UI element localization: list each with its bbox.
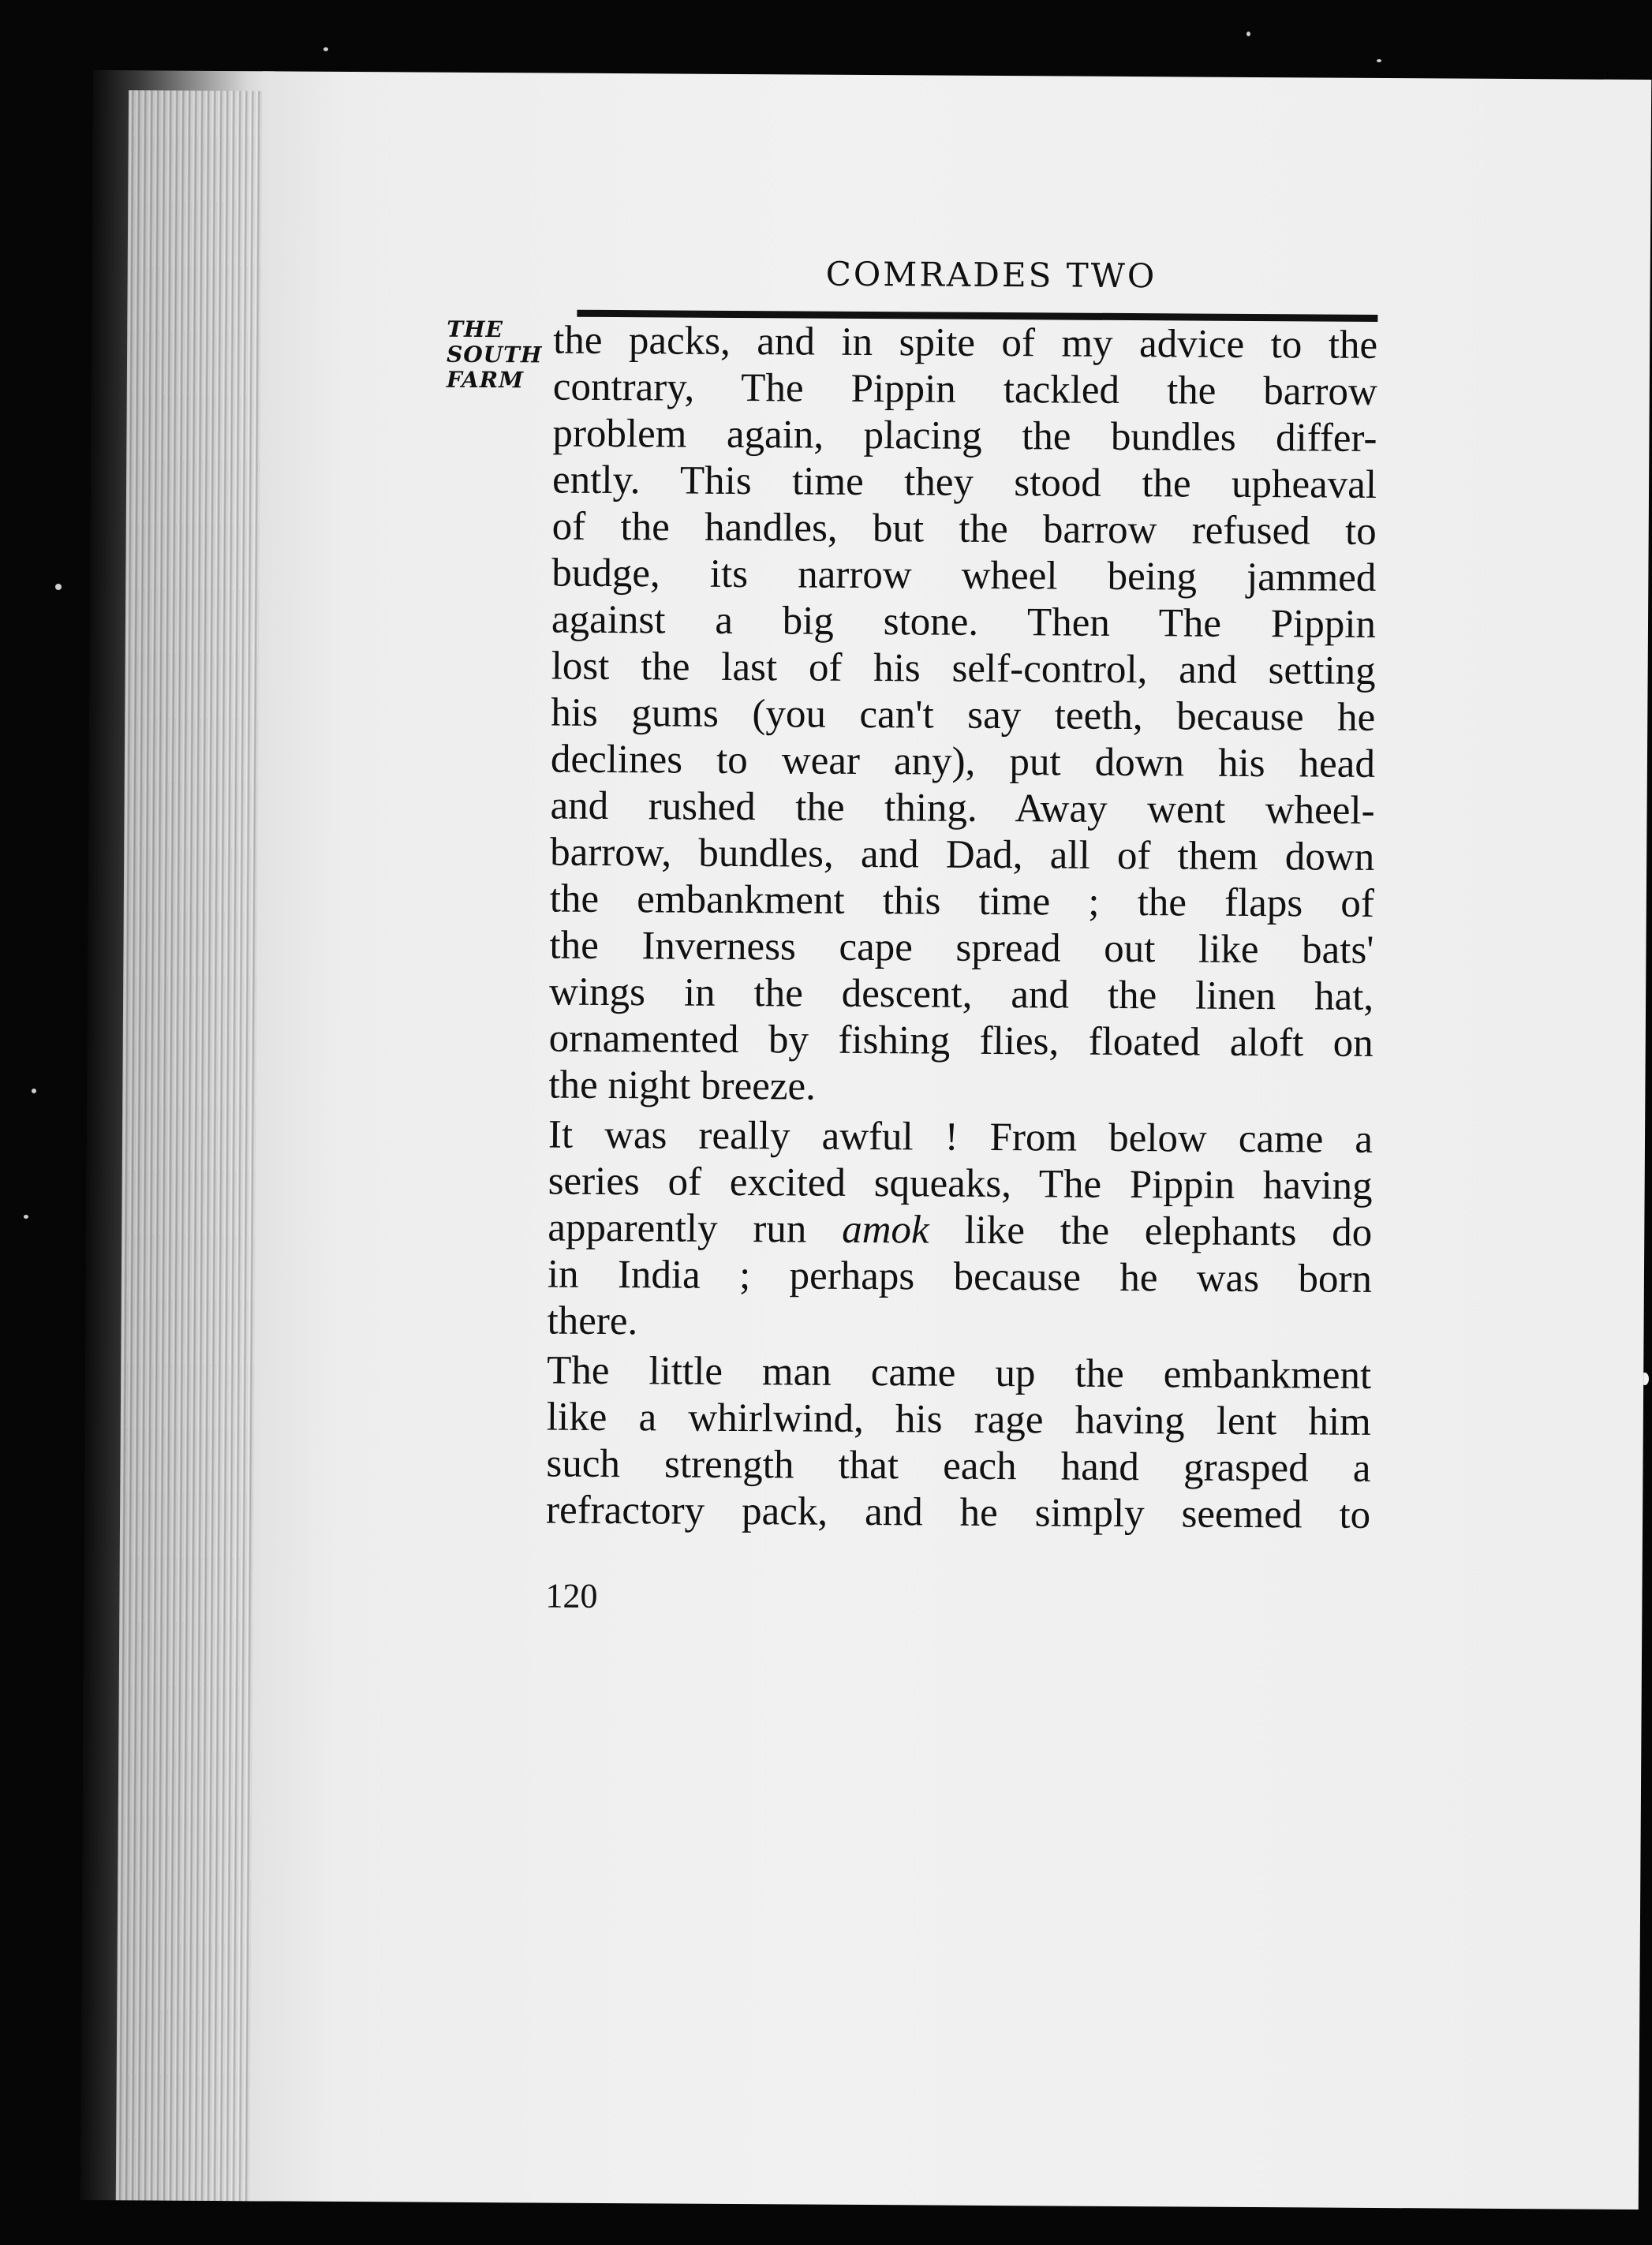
paragraph <box>548 318 1377 1114</box>
text-line: like a whirlwind, his rage having lent him <box>546 1395 1371 1444</box>
page-number: 120 <box>545 1576 598 1616</box>
paragraph <box>547 1112 1373 1350</box>
text-line: the night breeze. <box>548 1063 817 1109</box>
body-text <box>546 318 1377 1539</box>
text-line: ently. This time they stood the upheaval <box>551 458 1377 507</box>
running-head: COMRADES TWO <box>825 254 1157 296</box>
text-line: against a big stone. Then The Pippin <box>551 597 1377 647</box>
text-line: the packs, and in spite of my advice to the <box>553 318 1378 368</box>
dust-speck <box>1377 59 1381 62</box>
text-line: in India ; perhaps because he was born <box>547 1252 1373 1302</box>
text-line: problem again, placing the bundles differ- <box>552 411 1377 461</box>
text-line: such strength that each hand grasped a <box>546 1441 1371 1491</box>
text-line: It was really awful ! From below came a <box>548 1112 1374 1162</box>
dust-speck <box>32 1089 36 1093</box>
dust-speck <box>323 47 328 51</box>
book <box>80 70 1651 2210</box>
text-line: there. <box>547 1298 638 1344</box>
text-line: barrow, bundles, and Dad, all of them down <box>550 830 1375 880</box>
text-line: The little man came up the embankment <box>547 1348 1372 1398</box>
sidenote-line: SOUTH <box>446 341 543 368</box>
text-line: and rushed the thing. Away went wheel- <box>550 783 1375 833</box>
text-line: of the handles, but the barrow refused to <box>551 504 1377 554</box>
text-line: series of excited squeaks, The Pippin having <box>548 1159 1373 1208</box>
text-line: his gums (you can't say teeth, because he <box>551 690 1376 740</box>
text-line: declines to wear any), put down his head <box>550 737 1376 786</box>
text-line: refractory pack, and he simply seemed to <box>545 1488 1371 1537</box>
dust-speck <box>1246 32 1250 36</box>
text-line: the Inverness cape spread out like bats' <box>549 923 1374 973</box>
sidenote-line: FARM <box>446 366 525 394</box>
dust-speck <box>55 584 62 590</box>
text-line: the embankment this time ; the flaps of <box>549 876 1375 926</box>
sidenote-line: THE <box>447 316 504 343</box>
text-line: wings in the descent, and the linen hat, <box>548 969 1374 1019</box>
text-line: contrary, The Pippin tackled the barrow <box>552 364 1377 414</box>
margin-sidenote <box>447 317 543 394</box>
text-line: budge, its narrow wheel being jammed <box>551 551 1377 600</box>
paragraph <box>546 1348 1371 1539</box>
text-line: ornamented by fishing flies, floated aloft on <box>548 1016 1374 1066</box>
dust-speck <box>24 1215 28 1219</box>
text-line: lost the last of his self-control, and setting <box>551 644 1376 693</box>
text-line: apparently run amok like the elephants do <box>548 1205 1373 1255</box>
